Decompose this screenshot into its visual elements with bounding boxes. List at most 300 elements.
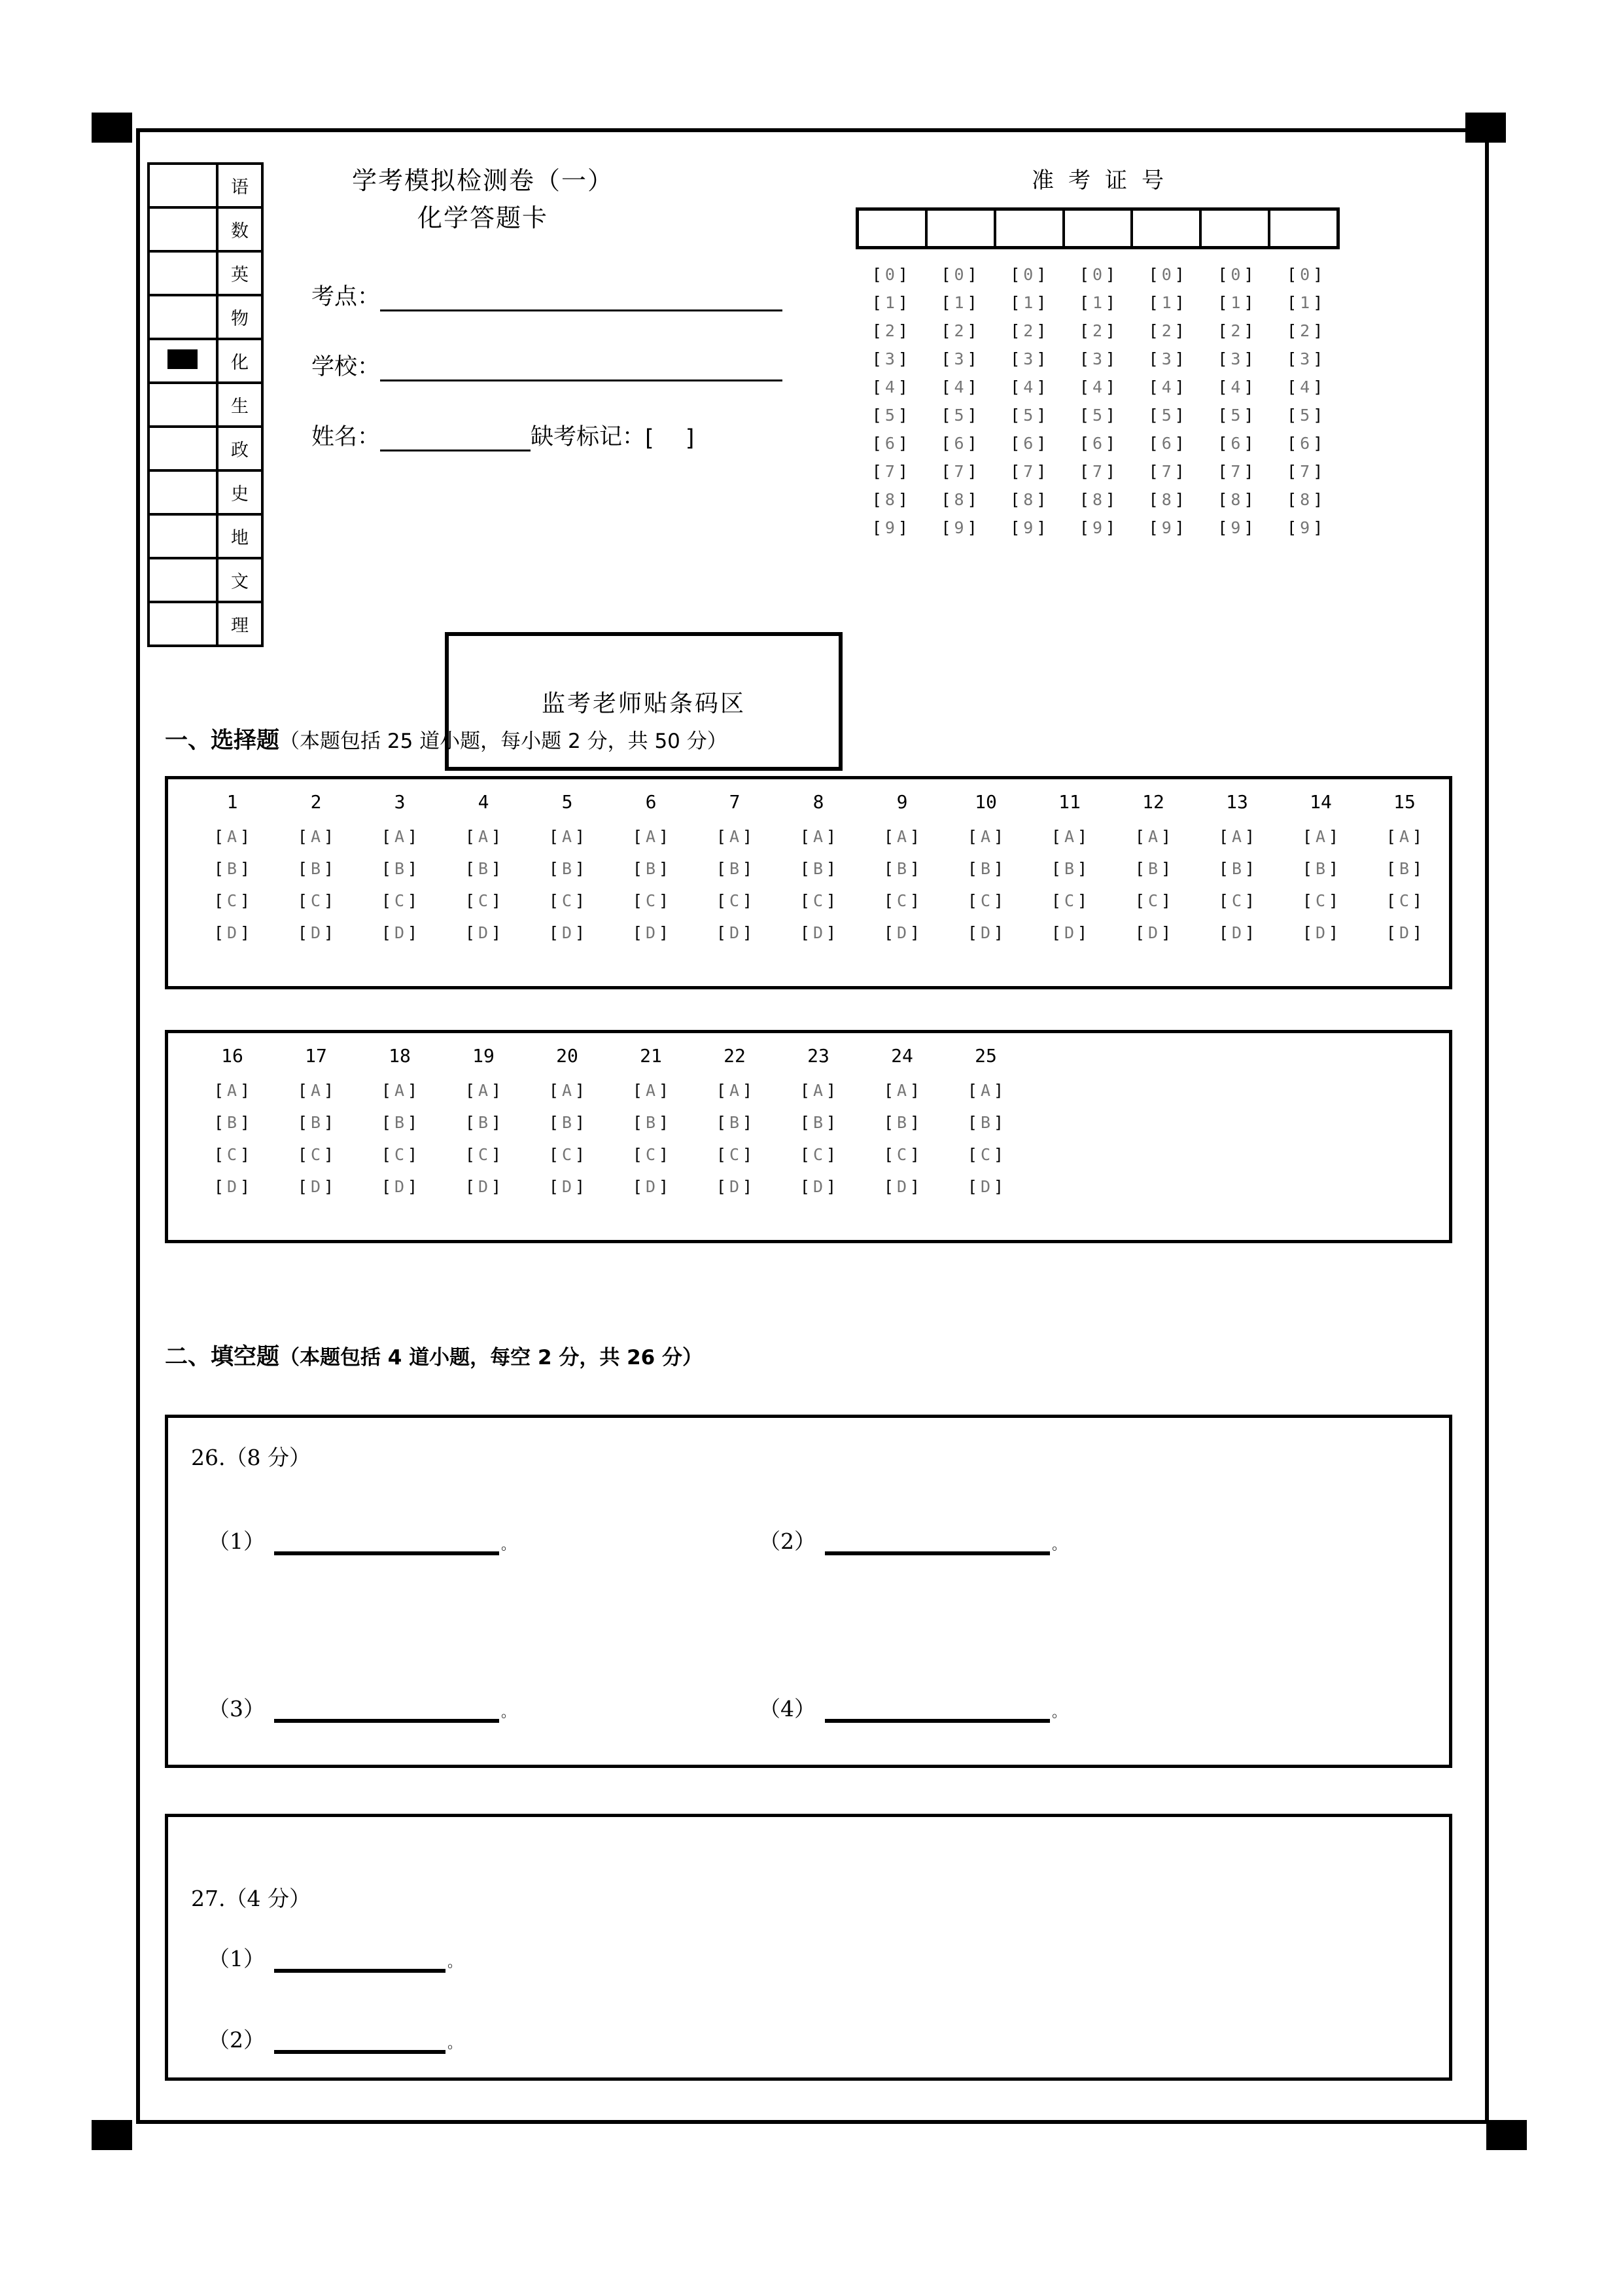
- mc-option-12-D[interactable]: [1111, 923, 1195, 942]
- question-26-blank-1-line[interactable]: [274, 1534, 499, 1555]
- exam-number-bubble-5-1[interactable]: [ 1 ]: [1148, 293, 1185, 312]
- mc-option-24-C[interactable]: [860, 1145, 944, 1164]
- subject-bubble-史[interactable]: [148, 470, 217, 514]
- exam-number-bubble-4-5[interactable]: [ 5 ]: [1079, 406, 1117, 425]
- mc-option-15-C[interactable]: [1363, 891, 1446, 910]
- mc-bubble-2-B[interactable]: [ B ]: [297, 859, 335, 878]
- mc-column-12[interactable]: [1111, 791, 1195, 942]
- mc-option-24-A[interactable]: [860, 1081, 944, 1100]
- question-27-blank-2-line[interactable]: [274, 2033, 445, 2054]
- question-26-blank-4[interactable]: [759, 1692, 1066, 1723]
- mc-column-14[interactable]: [1279, 791, 1363, 942]
- mc-bubble-24-D[interactable]: [ D ]: [883, 1177, 921, 1196]
- mc-bubble-24-A[interactable]: [ A ]: [883, 1081, 921, 1100]
- mc-bubble-20-D[interactable]: [ D ]: [548, 1177, 586, 1196]
- mc-bubble-18-A[interactable]: [ A ]: [381, 1081, 419, 1100]
- mc-option-2-D[interactable]: [274, 923, 358, 942]
- mc-option-8-A[interactable]: [777, 827, 860, 846]
- exam-number-bubble-cell[interactable]: [925, 434, 994, 453]
- exam-number-bubble-3-9[interactable]: [ 9 ]: [1010, 518, 1047, 537]
- mc-bubble-12-A[interactable]: [ A ]: [1134, 827, 1172, 846]
- mc-option-12-A[interactable]: [1111, 827, 1195, 846]
- question-26-blank-4-line[interactable]: [825, 1702, 1050, 1723]
- exam-number-bubble-2-6[interactable]: [ 6 ]: [941, 434, 978, 453]
- exam-number-bubble-4-7[interactable]: [ 7 ]: [1079, 462, 1117, 481]
- mc-bubble-1-A[interactable]: [ A ]: [213, 827, 251, 846]
- exam-number-write-cell-1[interactable]: [859, 211, 928, 246]
- mc-option-19-A[interactable]: [442, 1081, 525, 1100]
- exam-number-bubble-7-4[interactable]: [ 4 ]: [1287, 378, 1324, 397]
- mc-bubble-25-D[interactable]: [ D ]: [967, 1177, 1005, 1196]
- school-input[interactable]: [380, 357, 782, 381]
- subject-bubble-数[interactable]: [148, 207, 217, 251]
- exam-number-write-boxes[interactable]: [856, 207, 1340, 249]
- mc-option-19-D[interactable]: [442, 1177, 525, 1196]
- mc-option-13-C[interactable]: [1195, 891, 1279, 910]
- exam-number-bubble-cell[interactable]: [1063, 490, 1132, 509]
- mc-bubble-23-A[interactable]: [ A ]: [799, 1081, 837, 1100]
- mc-column-9[interactable]: [860, 791, 944, 942]
- mc-option-20-B[interactable]: [525, 1113, 609, 1132]
- mc-option-20-C[interactable]: [525, 1145, 609, 1164]
- exam-number-bubble-cell[interactable]: [856, 406, 925, 425]
- mc-option-4-A[interactable]: [442, 827, 525, 846]
- mc-option-25-C[interactable]: [944, 1145, 1028, 1164]
- exam-number-bubble-cell[interactable]: [1270, 349, 1340, 368]
- mc-option-10-A[interactable]: [944, 827, 1028, 846]
- mc-option-2-C[interactable]: [274, 891, 358, 910]
- mc-bubble-25-C[interactable]: [ C ]: [967, 1145, 1005, 1164]
- exam-number-bubble-cell[interactable]: [1132, 462, 1202, 481]
- mc-bubble-20-A[interactable]: [ A ]: [548, 1081, 586, 1100]
- exam-number-bubble-cell[interactable]: [1132, 293, 1202, 312]
- mc-column-16[interactable]: [190, 1045, 274, 1196]
- mc-bubble-13-A[interactable]: [ A ]: [1218, 827, 1256, 846]
- exam-number-bubble-7-1[interactable]: [ 1 ]: [1287, 293, 1324, 312]
- mc-bubble-23-B[interactable]: [ B ]: [799, 1113, 837, 1132]
- mc-column-25[interactable]: [944, 1045, 1028, 1196]
- mc-bubble-7-D[interactable]: [ D ]: [716, 923, 754, 942]
- mc-option-2-B[interactable]: [274, 859, 358, 878]
- mc-bubble-4-D[interactable]: [ D ]: [464, 923, 502, 942]
- mc-option-14-C[interactable]: [1279, 891, 1363, 910]
- exam-number-bubble-3-6[interactable]: [ 6 ]: [1010, 434, 1047, 453]
- exam-number-bubble-cell[interactable]: [1202, 434, 1271, 453]
- mc-bubble-2-A[interactable]: [ A ]: [297, 827, 335, 846]
- exam-number-bubble-7-6[interactable]: [ 6 ]: [1287, 434, 1324, 453]
- mc-option-10-C[interactable]: [944, 891, 1028, 910]
- exam-number-bubble-2-7[interactable]: [ 7 ]: [941, 462, 978, 481]
- mc-bubble-4-A[interactable]: [ A ]: [464, 827, 502, 846]
- exam-number-bubble-cell[interactable]: [994, 434, 1063, 453]
- mc-option-13-D[interactable]: [1195, 923, 1279, 942]
- answer-grid-16-25[interactable]: [165, 1030, 1452, 1243]
- exam-number-bubble-5-2[interactable]: [ 2 ]: [1148, 321, 1185, 340]
- mc-option-12-C[interactable]: [1111, 891, 1195, 910]
- exam-number-bubble-7-5[interactable]: [ 5 ]: [1287, 406, 1324, 425]
- subject-bubble-生[interactable]: [148, 383, 217, 427]
- exam-number-bubble-4-9[interactable]: [ 9 ]: [1079, 518, 1117, 537]
- mc-option-11-C[interactable]: [1028, 891, 1111, 910]
- mc-bubble-10-D[interactable]: [ D ]: [967, 923, 1005, 942]
- mc-bubble-8-D[interactable]: [ D ]: [799, 923, 837, 942]
- exam-number-bubble-7-3[interactable]: [ 3 ]: [1287, 349, 1324, 368]
- mc-option-6-D[interactable]: [609, 923, 693, 942]
- subject-row-数[interactable]: [148, 207, 262, 251]
- exam-number-bubble-cell[interactable]: [994, 378, 1063, 397]
- subject-row-物[interactable]: [148, 295, 262, 339]
- mc-bubble-18-C[interactable]: [ C ]: [381, 1145, 419, 1164]
- mc-option-4-B[interactable]: [442, 859, 525, 878]
- mc-column-22[interactable]: [693, 1045, 777, 1196]
- mc-option-5-A[interactable]: [525, 827, 609, 846]
- mc-bubble-14-A[interactable]: [ A ]: [1302, 827, 1340, 846]
- exam-number-bubble-cell[interactable]: [1202, 265, 1271, 284]
- mc-bubble-24-B[interactable]: [ B ]: [883, 1113, 921, 1132]
- subject-row-地[interactable]: [148, 514, 262, 558]
- mc-bubble-3-D[interactable]: [ D ]: [381, 923, 419, 942]
- mc-option-22-B[interactable]: [693, 1113, 777, 1132]
- exam-number-bubble-5-8[interactable]: [ 8 ]: [1148, 490, 1185, 509]
- mc-bubble-12-B[interactable]: [ B ]: [1134, 859, 1172, 878]
- mc-option-21-B[interactable]: [609, 1113, 693, 1132]
- subject-row-政[interactable]: [148, 427, 262, 470]
- exam-number-bubble-7-8[interactable]: [ 8 ]: [1287, 490, 1324, 509]
- mc-option-18-C[interactable]: [358, 1145, 442, 1164]
- mc-option-4-D[interactable]: [442, 923, 525, 942]
- exam-number-bubble-2-1[interactable]: [ 1 ]: [941, 293, 978, 312]
- exam-number-bubble-6-2[interactable]: [ 2 ]: [1217, 321, 1255, 340]
- mc-option-16-A[interactable]: [190, 1081, 274, 1100]
- mc-option-3-D[interactable]: [358, 923, 442, 942]
- exam-number-bubble-cell[interactable]: [925, 349, 994, 368]
- mc-option-9-B[interactable]: [860, 859, 944, 878]
- mc-bubble-3-A[interactable]: [ A ]: [381, 827, 419, 846]
- exam-number-bubble-6-7[interactable]: [ 7 ]: [1217, 462, 1255, 481]
- exam-number-bubble-1-5[interactable]: [ 5 ]: [871, 406, 909, 425]
- mc-bubble-10-C[interactable]: [ C ]: [967, 891, 1005, 910]
- exam-number-bubble-1-0[interactable]: [ 0 ]: [871, 265, 909, 284]
- mc-bubble-3-B[interactable]: [ B ]: [381, 859, 419, 878]
- exam-number-bubble-cell[interactable]: [856, 265, 925, 284]
- exam-number-bubble-cell[interactable]: [1063, 293, 1132, 312]
- mc-bubble-11-C[interactable]: [ C ]: [1051, 891, 1089, 910]
- exam-number-bubble-4-8[interactable]: [ 8 ]: [1079, 490, 1117, 509]
- question-27-blank-2[interactable]: [208, 2023, 462, 2054]
- mc-bubble-15-B[interactable]: [ B ]: [1386, 859, 1423, 878]
- mc-bubble-21-B[interactable]: [ B ]: [632, 1113, 670, 1132]
- exam-number-write-cell-3[interactable]: [996, 211, 1065, 246]
- exam-number-bubble-cell[interactable]: [925, 321, 994, 340]
- mc-bubble-7-C[interactable]: [ C ]: [716, 891, 754, 910]
- mc-option-19-C[interactable]: [442, 1145, 525, 1164]
- exam-number-bubble-1-6[interactable]: [ 6 ]: [871, 434, 909, 453]
- mc-option-6-C[interactable]: [609, 891, 693, 910]
- mc-option-21-D[interactable]: [609, 1177, 693, 1196]
- mc-bubble-15-D[interactable]: [ D ]: [1386, 923, 1423, 942]
- subject-row-生[interactable]: [148, 383, 262, 427]
- mc-option-9-D[interactable]: [860, 923, 944, 942]
- mc-option-13-B[interactable]: [1195, 859, 1279, 878]
- mc-bubble-5-A[interactable]: [ A ]: [548, 827, 586, 846]
- exam-number-bubble-cell[interactable]: [1063, 321, 1132, 340]
- exam-number-bubble-cell[interactable]: [925, 462, 994, 481]
- exam-number-bubble-5-4[interactable]: [ 4 ]: [1148, 378, 1185, 397]
- exam-number-bubble-7-0[interactable]: [ 0 ]: [1287, 265, 1324, 284]
- mc-bubble-22-D[interactable]: [ D ]: [716, 1177, 754, 1196]
- mc-option-8-C[interactable]: [777, 891, 860, 910]
- mc-option-5-D[interactable]: [525, 923, 609, 942]
- mc-option-23-C[interactable]: [777, 1145, 860, 1164]
- exam-number-bubble-6-1[interactable]: [ 1 ]: [1217, 293, 1255, 312]
- mc-option-20-D[interactable]: [525, 1177, 609, 1196]
- mc-bubble-17-C[interactable]: [ C ]: [297, 1145, 335, 1164]
- mc-option-24-B[interactable]: [860, 1113, 944, 1132]
- exam-number-bubble-cell[interactable]: [994, 321, 1063, 340]
- exam-number-bubble-6-8[interactable]: [ 8 ]: [1217, 490, 1255, 509]
- exam-number-bubble-cell[interactable]: [1132, 434, 1202, 453]
- exam-number-bubble-cell[interactable]: [856, 490, 925, 509]
- mc-option-21-C[interactable]: [609, 1145, 693, 1164]
- mc-option-17-B[interactable]: [274, 1113, 358, 1132]
- exam-number-bubble-cell[interactable]: [1202, 378, 1271, 397]
- mc-option-1-D[interactable]: [190, 923, 274, 942]
- exam-number-bubble-cell[interactable]: [1063, 378, 1132, 397]
- mc-option-25-B[interactable]: [944, 1113, 1028, 1132]
- mc-column-1[interactable]: [190, 791, 274, 942]
- mc-option-9-A[interactable]: [860, 827, 944, 846]
- mc-bubble-14-C[interactable]: [ C ]: [1302, 891, 1340, 910]
- mc-option-16-C[interactable]: [190, 1145, 274, 1164]
- mc-bubble-9-D[interactable]: [ D ]: [883, 923, 921, 942]
- exam-number-bubble-6-0[interactable]: [ 0 ]: [1217, 265, 1255, 284]
- mc-bubble-13-B[interactable]: [ B ]: [1218, 859, 1256, 878]
- mc-option-8-D[interactable]: [777, 923, 860, 942]
- mc-option-14-D[interactable]: [1279, 923, 1363, 942]
- exam-number-bubble-5-6[interactable]: [ 6 ]: [1148, 434, 1185, 453]
- mc-bubble-7-A[interactable]: [ A ]: [716, 827, 754, 846]
- mc-option-2-A[interactable]: [274, 827, 358, 846]
- mc-option-19-B[interactable]: [442, 1113, 525, 1132]
- mc-option-18-A[interactable]: [358, 1081, 442, 1100]
- mc-bubble-4-C[interactable]: [ C ]: [464, 891, 502, 910]
- question-27-blank-1[interactable]: [208, 1942, 462, 1973]
- mc-option-16-D[interactable]: [190, 1177, 274, 1196]
- exam-number-bubble-cell[interactable]: [994, 518, 1063, 537]
- exam-number-bubble-cell[interactable]: [994, 406, 1063, 425]
- mc-bubble-14-D[interactable]: [ D ]: [1302, 923, 1340, 942]
- mc-bubble-21-C[interactable]: [ C ]: [632, 1145, 670, 1164]
- subject-row-理[interactable]: [148, 602, 262, 646]
- mc-bubble-25-A[interactable]: [ A ]: [967, 1081, 1005, 1100]
- question-26-blank-1[interactable]: [208, 1525, 515, 1555]
- exam-number-bubble-grid[interactable]: [856, 265, 1340, 537]
- mc-option-15-D[interactable]: [1363, 923, 1446, 942]
- exam-number-bubble-cell[interactable]: [1270, 406, 1340, 425]
- question-26-blank-3[interactable]: [208, 1692, 515, 1723]
- mc-column-17[interactable]: [274, 1045, 358, 1196]
- subject-row-化[interactable]: [148, 339, 262, 383]
- subject-bubble-理[interactable]: [148, 602, 217, 646]
- exam-number-bubble-6-9[interactable]: [ 9 ]: [1217, 518, 1255, 537]
- mc-option-7-A[interactable]: [693, 827, 777, 846]
- mc-bubble-17-A[interactable]: [ A ]: [297, 1081, 335, 1100]
- exam-number-bubble-1-9[interactable]: [ 9 ]: [871, 518, 909, 537]
- exam-number-bubble-5-9[interactable]: [ 9 ]: [1148, 518, 1185, 537]
- exam-number-bubble-1-4[interactable]: [ 4 ]: [871, 378, 909, 397]
- exam-number-bubble-cell[interactable]: [856, 518, 925, 537]
- exam-number-bubble-cell[interactable]: [856, 349, 925, 368]
- question-26-blank-3-line[interactable]: [274, 1702, 499, 1723]
- mc-column-15[interactable]: [1363, 791, 1446, 942]
- question-26-blank-2[interactable]: [759, 1525, 1066, 1555]
- exam-number-bubble-cell[interactable]: [1063, 518, 1132, 537]
- subject-bubble-语[interactable]: [148, 164, 217, 207]
- mc-option-6-A[interactable]: [609, 827, 693, 846]
- mc-option-22-D[interactable]: [693, 1177, 777, 1196]
- exam-number-bubble-3-2[interactable]: [ 2 ]: [1010, 321, 1047, 340]
- exam-number-bubble-cell[interactable]: [1063, 462, 1132, 481]
- exam-number-bubble-cell[interactable]: [856, 321, 925, 340]
- subject-bubble-地[interactable]: [148, 514, 217, 558]
- mc-bubble-12-D[interactable]: [ D ]: [1134, 923, 1172, 942]
- mc-bubble-19-C[interactable]: [ C ]: [464, 1145, 502, 1164]
- exam-number-bubble-cell[interactable]: [1270, 293, 1340, 312]
- subject-selection-table[interactable]: [147, 162, 264, 647]
- exam-number-bubble-1-7[interactable]: [ 7 ]: [871, 462, 909, 481]
- mc-column-8[interactable]: [777, 791, 860, 942]
- mc-option-17-A[interactable]: [274, 1081, 358, 1100]
- mc-column-18[interactable]: [358, 1045, 442, 1196]
- answer-grid-1-15[interactable]: [165, 776, 1452, 989]
- exam-number-bubble-6-5[interactable]: [ 5 ]: [1217, 406, 1255, 425]
- exam-number-bubble-cell[interactable]: [1270, 265, 1340, 284]
- subject-bubble-文[interactable]: [148, 558, 217, 602]
- mc-bubble-6-B[interactable]: [ B ]: [632, 859, 670, 878]
- mc-option-1-C[interactable]: [190, 891, 274, 910]
- subject-bubble-政[interactable]: [148, 427, 217, 470]
- exam-number-write-cell-5[interactable]: [1133, 211, 1202, 246]
- mc-option-22-C[interactable]: [693, 1145, 777, 1164]
- exam-number-bubble-cell[interactable]: [1132, 406, 1202, 425]
- mc-bubble-2-C[interactable]: [ C ]: [297, 891, 335, 910]
- subject-bubble-物[interactable]: [148, 295, 217, 339]
- mc-column-7[interactable]: [693, 791, 777, 942]
- exam-number-bubble-3-1[interactable]: [ 1 ]: [1010, 293, 1047, 312]
- exam-number-bubble-cell[interactable]: [856, 378, 925, 397]
- mc-option-14-A[interactable]: [1279, 827, 1363, 846]
- mc-option-18-D[interactable]: [358, 1177, 442, 1196]
- mc-option-9-C[interactable]: [860, 891, 944, 910]
- exam-number-bubble-4-2[interactable]: [ 2 ]: [1079, 321, 1117, 340]
- exam-number-bubble-cell[interactable]: [1132, 518, 1202, 537]
- mc-column-23[interactable]: [777, 1045, 860, 1196]
- exam-number-bubble-4-3[interactable]: [ 3 ]: [1079, 349, 1117, 368]
- exam-number-bubble-6-6[interactable]: [ 6 ]: [1217, 434, 1255, 453]
- mc-option-1-B[interactable]: [190, 859, 274, 878]
- exam-number-bubble-cell[interactable]: [856, 434, 925, 453]
- exam-number-bubble-cell[interactable]: [1202, 462, 1271, 481]
- exam-number-bubble-1-3[interactable]: [ 3 ]: [871, 349, 909, 368]
- subject-row-英[interactable]: [148, 251, 262, 295]
- exam-number-bubble-cell[interactable]: [856, 293, 925, 312]
- mc-bubble-4-B[interactable]: [ B ]: [464, 859, 502, 878]
- mc-bubble-17-D[interactable]: [ D ]: [297, 1177, 335, 1196]
- mc-column-4[interactable]: [442, 791, 525, 942]
- mc-option-23-D[interactable]: [777, 1177, 860, 1196]
- mc-bubble-10-B[interactable]: [ B ]: [967, 859, 1005, 878]
- mc-bubble-11-B[interactable]: [ B ]: [1051, 859, 1089, 878]
- mc-option-23-B[interactable]: [777, 1113, 860, 1132]
- exam-number-bubble-3-7[interactable]: [ 7 ]: [1010, 462, 1047, 481]
- mc-bubble-9-A[interactable]: [ A ]: [883, 827, 921, 846]
- mc-bubble-1-D[interactable]: [ D ]: [213, 923, 251, 942]
- exam-number-bubble-2-8[interactable]: [ 8 ]: [941, 490, 978, 509]
- exam-number-bubble-cell[interactable]: [1063, 265, 1132, 284]
- exam-number-bubble-cell[interactable]: [1063, 406, 1132, 425]
- exam-number-bubble-cell[interactable]: [1202, 321, 1271, 340]
- mc-column-6[interactable]: [609, 791, 693, 942]
- mc-option-7-D[interactable]: [693, 923, 777, 942]
- exam-number-bubble-cell[interactable]: [1132, 349, 1202, 368]
- mc-bubble-8-B[interactable]: [ B ]: [799, 859, 837, 878]
- mc-option-10-D[interactable]: [944, 923, 1028, 942]
- mc-bubble-7-B[interactable]: [ B ]: [716, 859, 754, 878]
- mc-bubble-22-B[interactable]: [ B ]: [716, 1113, 754, 1132]
- mc-option-24-D[interactable]: [860, 1177, 944, 1196]
- mc-option-14-B[interactable]: [1279, 859, 1363, 878]
- exam-number-write-cell-6[interactable]: [1202, 211, 1270, 246]
- mc-bubble-19-B[interactable]: [ B ]: [464, 1113, 502, 1132]
- mc-option-4-C[interactable]: [442, 891, 525, 910]
- exam-number-write-cell-4[interactable]: [1065, 211, 1134, 246]
- mc-bubble-2-D[interactable]: [ D ]: [297, 923, 335, 942]
- mc-option-25-D[interactable]: [944, 1177, 1028, 1196]
- exam-number-bubble-4-0[interactable]: [ 0 ]: [1079, 265, 1117, 284]
- question-27-blank-1-line[interactable]: [274, 1952, 445, 1973]
- mc-option-10-B[interactable]: [944, 859, 1028, 878]
- mc-column-10[interactable]: [944, 791, 1028, 942]
- exam-number-bubble-cell[interactable]: [856, 462, 925, 481]
- mc-bubble-6-D[interactable]: [ D ]: [632, 923, 670, 942]
- exam-number-bubble-cell[interactable]: [994, 462, 1063, 481]
- mc-column-3[interactable]: [358, 791, 442, 942]
- mc-option-7-C[interactable]: [693, 891, 777, 910]
- mc-option-17-D[interactable]: [274, 1177, 358, 1196]
- mc-bubble-23-D[interactable]: [ D ]: [799, 1177, 837, 1196]
- mc-bubble-14-B[interactable]: [ B ]: [1302, 859, 1340, 878]
- exam-number-bubble-cell[interactable]: [1132, 378, 1202, 397]
- mc-option-16-B[interactable]: [190, 1113, 274, 1132]
- mc-option-11-D[interactable]: [1028, 923, 1111, 942]
- exam-number-bubble-4-4[interactable]: [ 4 ]: [1079, 378, 1117, 397]
- mc-option-21-A[interactable]: [609, 1081, 693, 1100]
- exam-number-bubble-5-5[interactable]: [ 5 ]: [1148, 406, 1185, 425]
- exam-number-bubble-7-9[interactable]: [ 9 ]: [1287, 518, 1324, 537]
- mc-option-3-B[interactable]: [358, 859, 442, 878]
- exam-number-bubble-cell[interactable]: [1063, 349, 1132, 368]
- mc-bubble-22-C[interactable]: [ C ]: [716, 1145, 754, 1164]
- exam-number-bubble-cell[interactable]: [1270, 490, 1340, 509]
- exam-number-bubble-cell[interactable]: [1202, 293, 1271, 312]
- question-26-blank-2-line[interactable]: [825, 1534, 1050, 1555]
- subject-row-史[interactable]: [148, 470, 262, 514]
- mc-bubble-8-A[interactable]: [ A ]: [799, 827, 837, 846]
- mc-bubble-5-B[interactable]: [ B ]: [548, 859, 586, 878]
- mc-column-19[interactable]: [442, 1045, 525, 1196]
- mc-bubble-15-C[interactable]: [ C ]: [1386, 891, 1423, 910]
- mc-bubble-6-A[interactable]: [ A ]: [632, 827, 670, 846]
